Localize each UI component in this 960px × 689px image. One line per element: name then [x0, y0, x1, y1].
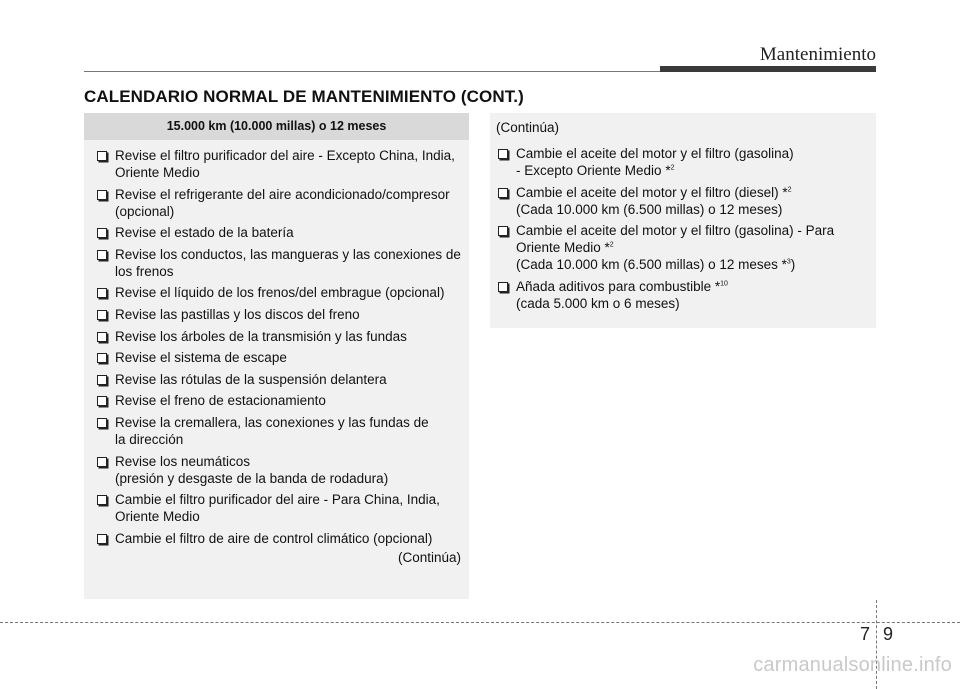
- checkbox-icon: [97, 418, 107, 428]
- footnote-ref: 2: [609, 241, 614, 249]
- checklist-item: Cambie el aceite del motor y el filtro (diesel) *$^2$ (Cada 10.000 km (6.500 millas) o 12 meses): [498, 184, 868, 218]
- checklist-item: Revise la cremallera, las conexiones y las fundas de la dirección: [97, 414, 461, 448]
- header-rule-bar: [660, 66, 876, 72]
- checklist-item: Revise el refrigerante del aire acondicionado/compresor (opcional): [97, 186, 461, 220]
- checkbox-icon: [97, 457, 107, 467]
- page-chapter-number: 7: [860, 624, 871, 644]
- checkbox-icon: [498, 226, 508, 236]
- header-rule: [84, 71, 660, 72]
- checklist-item: Añada aditivos para combustible *$^{10}$ (cada 5.000 km o 6 meses): [498, 278, 868, 312]
- checklist-item: Cambie el filtro de aire de control climático (opcional): [97, 530, 461, 547]
- checklist-item: Revise el freno de estacionamiento: [97, 392, 461, 409]
- checklist-item: Revise las rótulas de la suspensión delantera: [97, 371, 461, 388]
- checkbox-icon: [97, 250, 107, 260]
- footnote-ref: 2: [787, 186, 792, 194]
- checkbox-icon: [498, 282, 508, 292]
- footnote-ref: 2: [670, 164, 675, 172]
- interval-heading: 15.000 km (10.000 millas) o 12 meses: [84, 113, 469, 140]
- maintenance-interval-panel: [84, 113, 469, 599]
- watermark: carmanualsonline.info: [753, 654, 952, 676]
- checkbox-icon: [498, 149, 508, 159]
- checkbox-icon: [97, 190, 107, 200]
- checkbox-icon: [97, 310, 107, 320]
- checklist-item: Revise el líquido de los frenos/del embrague (opcional): [97, 284, 461, 301]
- checkbox-icon: [498, 188, 508, 198]
- continued-note: (Continúa): [496, 120, 560, 135]
- page-number: 9: [883, 624, 894, 644]
- checklist-item: Revise los conductos, las mangueras y las conexiones de los frenos: [97, 246, 461, 280]
- checkbox-icon: [97, 534, 107, 544]
- maintenance-continued-panel: [490, 113, 876, 328]
- section-title: CALENDARIO NORMAL DE MANTENIMIENTO (CONT.): [84, 87, 524, 106]
- footnote-ref: 10: [720, 280, 728, 288]
- footnote-ref: 3: [786, 258, 791, 266]
- footer-rule: [0, 622, 960, 623]
- checklist-item: Revise el estado de la batería: [97, 224, 461, 241]
- checkbox-icon: [97, 151, 107, 161]
- checklist-item: Revise las pastillas y los discos del freno: [97, 306, 461, 323]
- checkbox-icon: [97, 228, 107, 238]
- checkbox-icon: [97, 495, 107, 505]
- checklist-item: Revise los árboles de la transmisión y las fundas: [97, 328, 461, 345]
- checklist-item: Cambie el aceite del motor y el filtro (gasolina) - Excepto Oriente Medio *$^2$: [498, 145, 868, 179]
- checkbox-icon: [97, 332, 107, 342]
- checklist-item: Revise los neumáticos (presión y desgaste de la banda de rodadura): [97, 453, 461, 487]
- checkbox-icon: [97, 353, 107, 363]
- checklist-item: Revise el filtro purificador del aire - Excepto China, India, Oriente Medio: [97, 147, 461, 181]
- continues-note: (Continúa): [397, 550, 461, 566]
- checkbox-icon: [97, 288, 107, 298]
- chapter-title: Mantenimiento: [759, 44, 876, 65]
- checklist-item: Cambie el aceite del motor y el filtro (gasolina) - Para Oriente Medio *$^2$ (Cada 10.000 km (6.500 millas) o 12 meses *$^3$): [498, 222, 868, 273]
- checklist-item: Cambie el filtro purificador del aire - Para China, India, Oriente Medio: [97, 491, 461, 525]
- checkbox-icon: [97, 396, 107, 406]
- checkbox-icon: [97, 375, 107, 385]
- checklist-item: Revise el sistema de escape: [97, 349, 461, 366]
